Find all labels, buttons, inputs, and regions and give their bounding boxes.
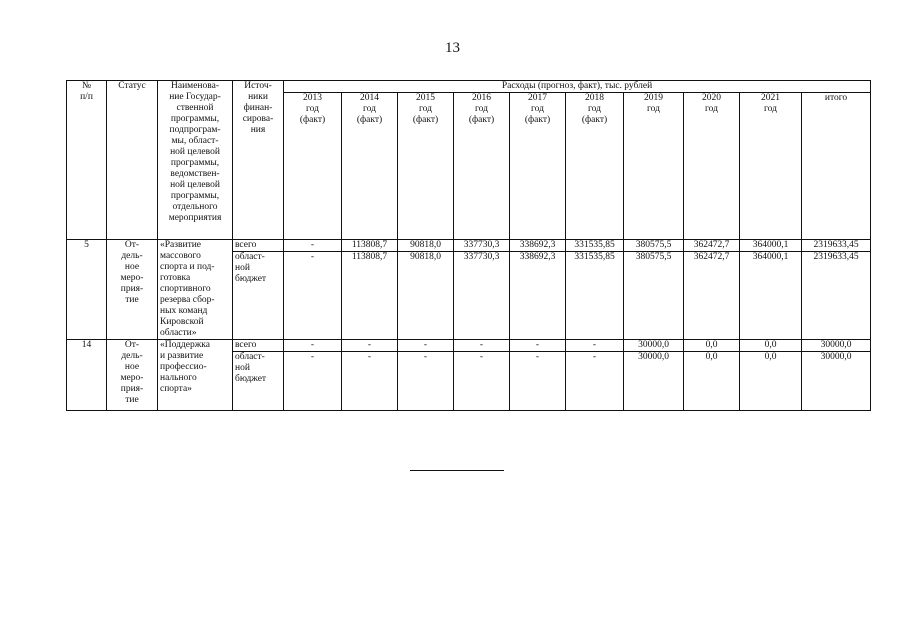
header-name-line: мероприятия [168, 213, 222, 223]
year-note: (факт) [581, 115, 608, 125]
row-name-line: спорта» [160, 384, 192, 394]
value-cell: 113808,7 [342, 240, 398, 252]
row-name-line: и развитие [160, 351, 204, 361]
header-name-line: мы, област- [171, 136, 219, 146]
year-note: (факт) [412, 115, 439, 125]
value-cell: 338692,3 [510, 240, 566, 252]
year-unit: год [705, 104, 718, 114]
header-year-2017 [510, 93, 566, 240]
row-source-line: бюджет [235, 374, 267, 384]
value-cell: 30000,0 [624, 340, 684, 352]
header-name-line: ной целевой [170, 147, 220, 157]
row-name-line: спортивного [160, 284, 211, 294]
row-source-line: ной [235, 263, 250, 274]
year-label: 2019 [644, 93, 663, 103]
header-row [67, 81, 871, 93]
year-label: 2018 [585, 93, 604, 103]
row-status-line: От- [124, 340, 140, 350]
value-cell: 90818,0 [398, 240, 454, 252]
value-cell: 331535,85 [566, 252, 624, 340]
row-status-line: меро- [120, 273, 144, 283]
value-cell: 362472,7 [684, 240, 740, 252]
value-cell: 364000,1 [740, 240, 802, 252]
year-unit: год [419, 104, 432, 114]
value-cell: - [284, 240, 342, 252]
row-name [158, 340, 233, 411]
year-label: 2017 [528, 93, 547, 103]
row-name-line: массового [160, 251, 201, 261]
header-num-line: № [81, 81, 92, 91]
row-source-line: област- [235, 252, 265, 263]
year-unit: год [764, 104, 777, 114]
value-cell: - [510, 340, 566, 352]
header-name-line: программы, [170, 114, 220, 124]
value-cell: 362472,7 [684, 252, 740, 340]
value-cell: 331535,85 [566, 240, 624, 252]
row-source: всего [233, 340, 284, 352]
header-name-line: ведомствен- [170, 169, 220, 179]
row-name-line: резерва сбор- [160, 295, 215, 305]
value-cell: 364000,1 [740, 252, 802, 340]
row-name-line: нального [160, 373, 197, 383]
value-cell: 380575,5 [624, 252, 684, 340]
value-cell: 0,0 [740, 352, 802, 411]
header-name-line: ной целевой [170, 180, 220, 190]
header-expenses: Расходы (прогноз, факт), тыс. рублей [284, 81, 871, 93]
year-label: 2021 [761, 93, 780, 103]
header-source-line: финан- [243, 103, 273, 113]
table-row [67, 340, 871, 352]
total-cell: 30000,0 [802, 340, 871, 352]
row-status-line: тие [125, 295, 139, 305]
row-status-line: меро- [120, 373, 144, 383]
value-cell: 0,0 [740, 340, 802, 352]
year-label: 2014 [360, 93, 379, 103]
year-note: (факт) [356, 115, 383, 125]
row-source-line: област- [235, 352, 265, 362]
value-cell: 0,0 [684, 352, 740, 411]
row-num: 14 [67, 340, 107, 411]
value-cell: 30000,0 [624, 352, 684, 411]
header-source-line: ники [248, 92, 268, 102]
row-status-line: ное [124, 262, 140, 272]
value-cell: 337730,3 [454, 252, 510, 340]
value-cell: - [454, 340, 510, 352]
year-unit: год [475, 104, 488, 114]
total-cell: 2319633,45 [802, 240, 871, 252]
value-cell: 90818,0 [398, 252, 454, 340]
value-cell: - [398, 352, 454, 411]
header-name-line: отдельного [172, 202, 218, 212]
header-year-2014 [342, 93, 398, 240]
row-status-line: тие [125, 395, 139, 405]
value-cell: - [284, 340, 342, 352]
header-total: итого [802, 93, 871, 240]
header-status: Статус [107, 81, 158, 240]
header-source-line: сирова- [242, 114, 274, 124]
header-name-line: программы, [170, 158, 220, 168]
total-cell: 30000,0 [802, 352, 871, 411]
row-source: всего [233, 240, 284, 252]
value-cell: - [398, 340, 454, 352]
year-note: (факт) [299, 115, 326, 125]
row-status-line: ное [124, 362, 140, 372]
total-cell: 2319633,45 [802, 252, 871, 340]
row-status-line: От- [124, 240, 140, 250]
header-year-2019 [624, 93, 684, 240]
header-num [67, 81, 107, 240]
header-year-2018 [566, 93, 624, 240]
row-source-line: бюджет [235, 274, 267, 285]
year-unit: год [588, 104, 601, 114]
year-note: (факт) [524, 115, 551, 125]
value-cell: - [342, 340, 398, 352]
year-label: 2020 [702, 93, 721, 103]
year-label: 2016 [472, 93, 491, 103]
year-note: (факт) [468, 115, 495, 125]
year-label: 2015 [416, 93, 435, 103]
header-year-2020 [684, 93, 740, 240]
header-source-line: ния [250, 125, 266, 135]
row-status [107, 240, 158, 340]
header-source-line: Источ- [244, 81, 272, 91]
row-source-line: ной [235, 363, 250, 373]
row-name [158, 240, 233, 340]
header-name [158, 81, 233, 240]
header-name-line: ние Государ- [169, 92, 221, 102]
value-cell: - [284, 252, 342, 340]
year-unit: год [531, 104, 544, 114]
value-cell: - [566, 340, 624, 352]
row-status-line: прия- [120, 284, 144, 294]
row-name-line: «Поддержка [160, 340, 210, 350]
row-status-line: дель- [121, 251, 143, 261]
budget-table [66, 80, 871, 411]
header-year-2016 [454, 93, 510, 240]
header-name-line: ственной [176, 103, 214, 113]
value-cell: - [454, 352, 510, 411]
header-year-2015 [398, 93, 454, 240]
end-rule [410, 470, 504, 471]
row-name-line: профессио- [160, 362, 207, 372]
value-cell: 0,0 [684, 340, 740, 352]
header-name-line: Наименова- [171, 81, 219, 91]
row-num: 5 [67, 240, 107, 340]
header-name-line: программы, [170, 191, 220, 201]
year-unit: год [306, 104, 319, 114]
value-cell: - [566, 352, 624, 411]
row-name-line: спорта и под- [160, 262, 215, 272]
year-unit: год [363, 104, 376, 114]
value-cell: 338692,3 [510, 252, 566, 340]
year-unit: год [647, 104, 660, 114]
header-year-2021 [740, 93, 802, 240]
page-number: 13 [445, 40, 460, 56]
value-cell: 380575,5 [624, 240, 684, 252]
row-name-line: Кировской [160, 317, 204, 327]
row-source [233, 352, 284, 411]
row-status [107, 340, 158, 411]
row-status-line: дель- [121, 351, 143, 361]
row-name-line: ных команд [160, 306, 208, 316]
header-year-2013 [284, 93, 342, 240]
value-cell: - [342, 352, 398, 411]
value-cell: - [284, 352, 342, 411]
value-cell: 113808,7 [342, 252, 398, 340]
row-name-line: «Развитие [160, 240, 202, 250]
row-name-line: готовка [160, 273, 191, 283]
table-row [67, 240, 871, 252]
header-source [233, 81, 284, 240]
header-num-line: п/п [80, 92, 93, 102]
row-status-line: прия- [120, 384, 144, 394]
value-cell: - [510, 352, 566, 411]
header-name-line: подпрограм- [169, 125, 221, 135]
value-cell: 337730,3 [454, 240, 510, 252]
row-source [233, 252, 284, 340]
year-label: 2013 [303, 93, 322, 103]
row-name-line: области» [160, 328, 197, 338]
